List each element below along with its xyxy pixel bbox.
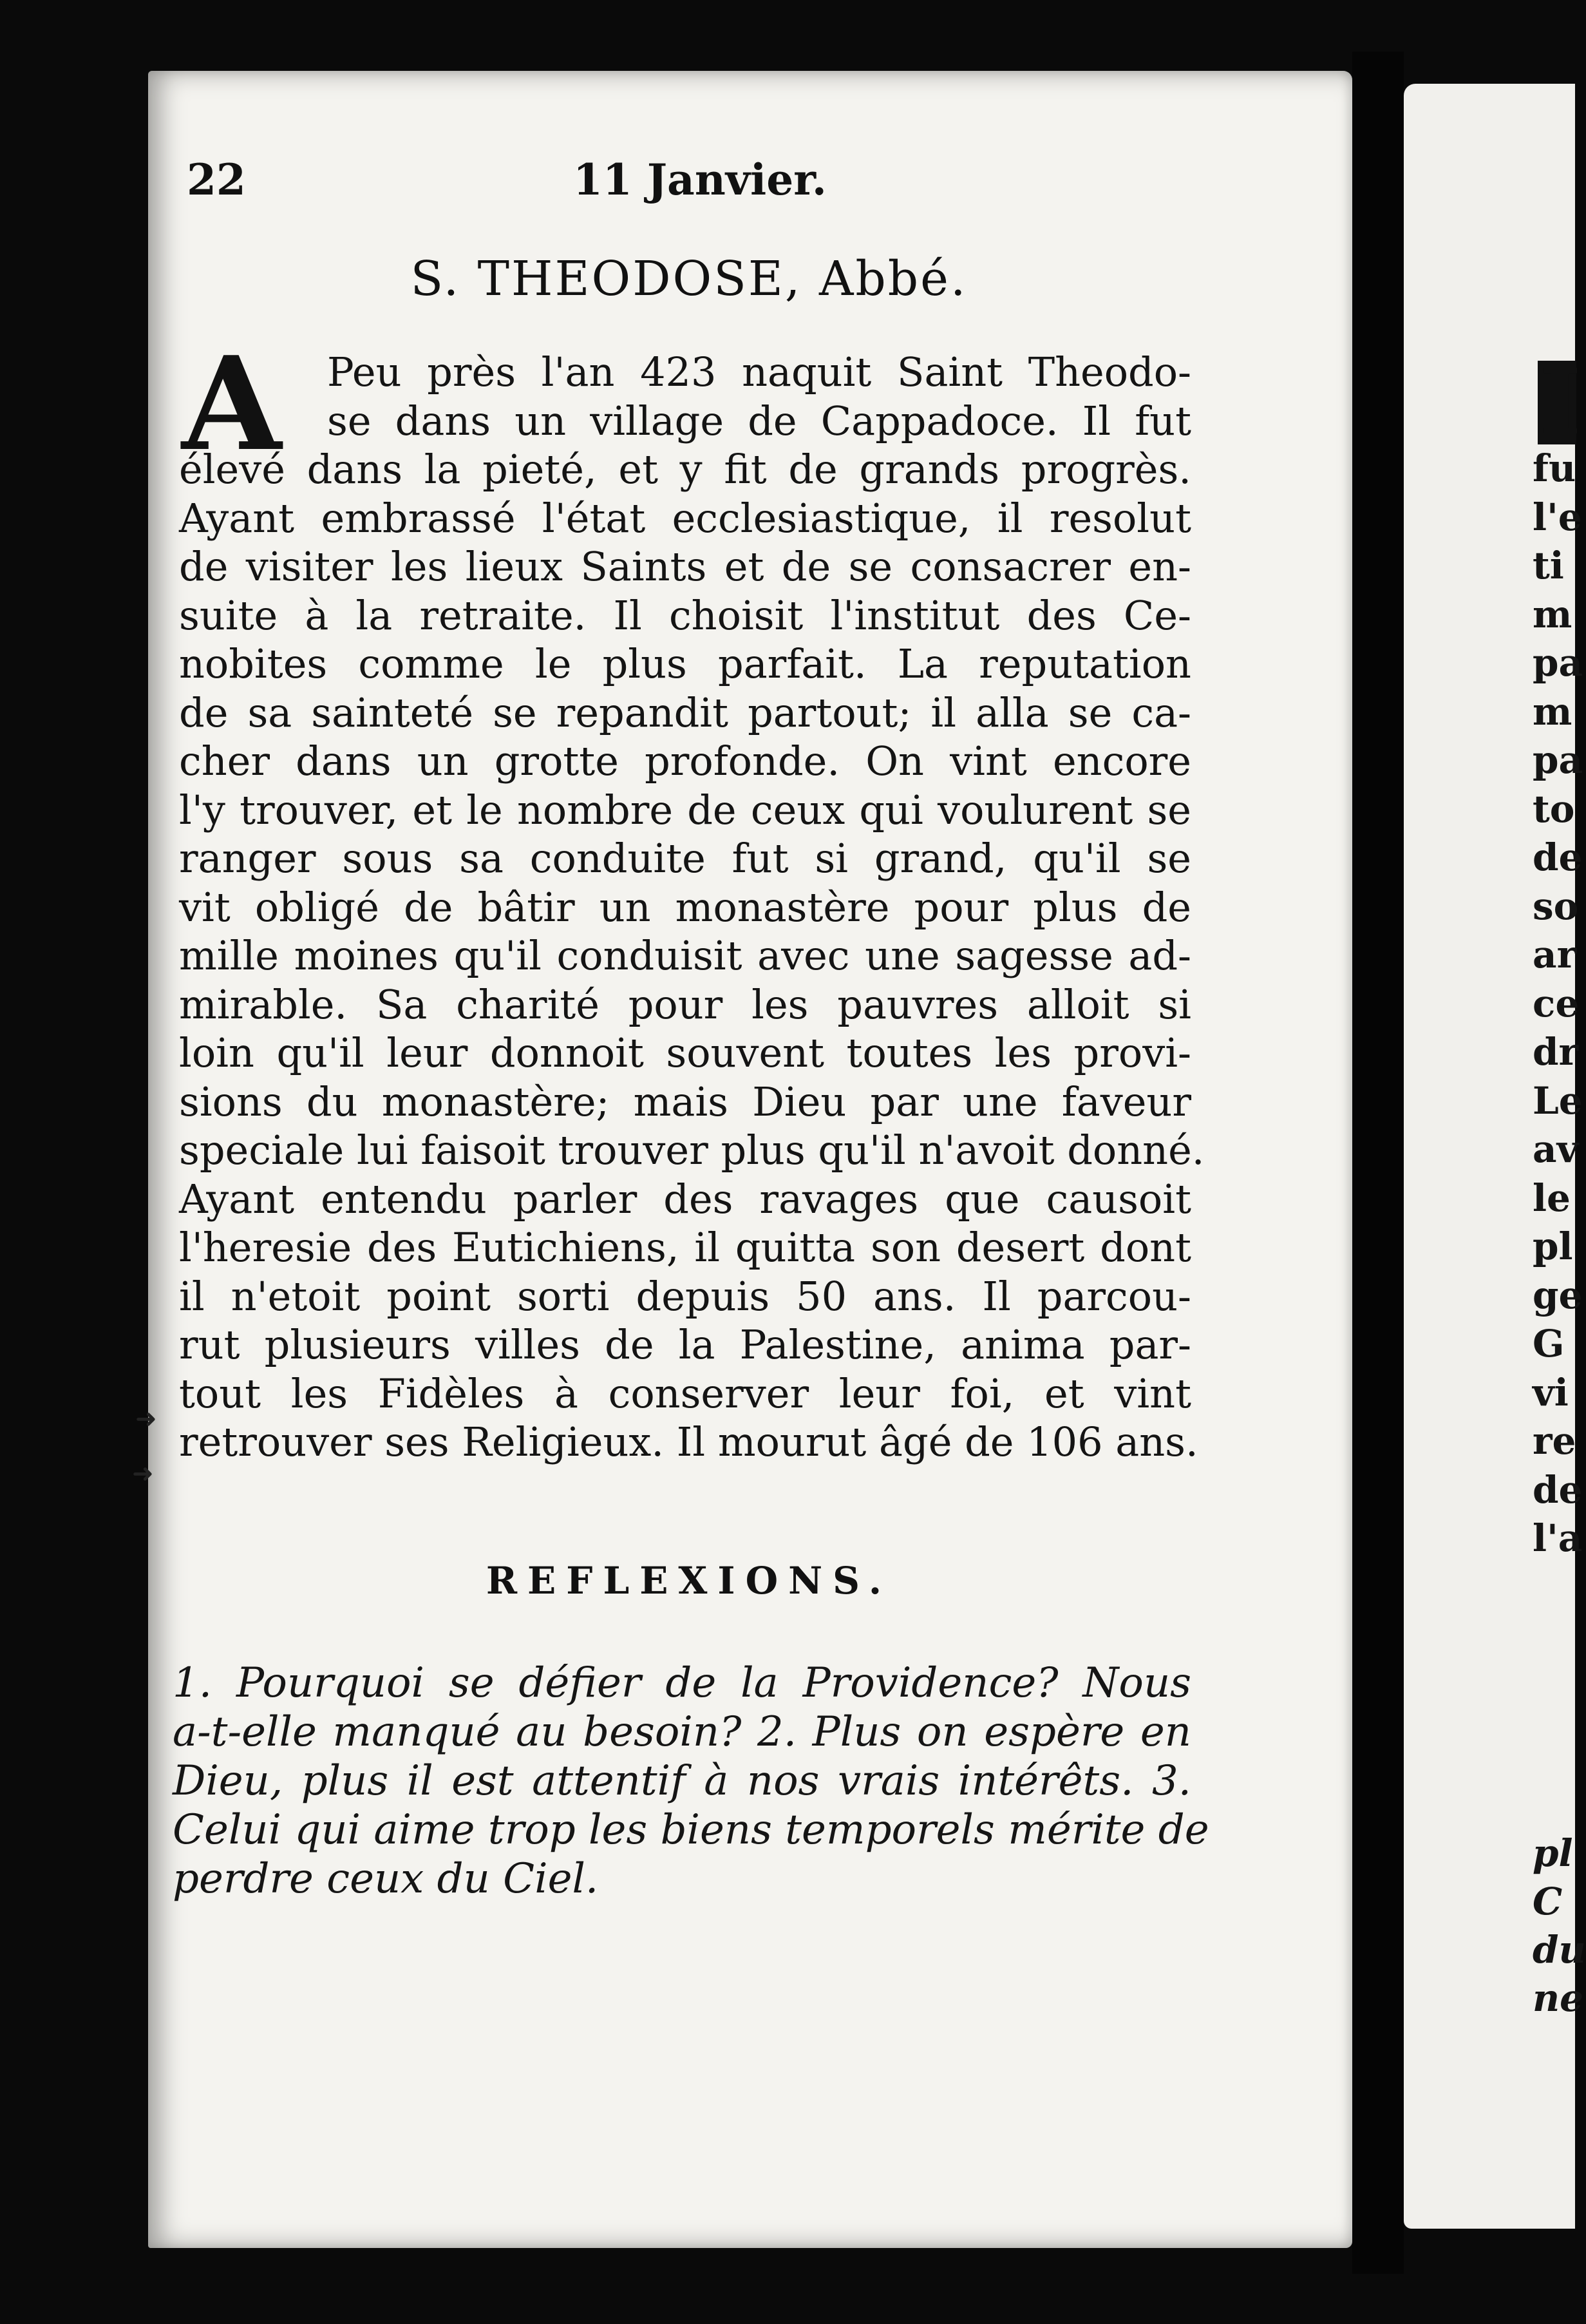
facing-fragment: pl	[1533, 1831, 1573, 1875]
facing-fragment: ar	[1533, 933, 1577, 976]
reflexion-line: Dieu, plus il est attentif à nos vrais intérêts. 3.	[173, 1757, 1191, 1805]
reflexion-line: Celui qui aime trop les biens temporels mérite de	[173, 1806, 1209, 1854]
reflexion-line: 1. Pourquoi se défier de la Providence? Nous	[173, 1659, 1191, 1707]
facing-fragment: ti	[1533, 544, 1564, 587]
body-line: Ayant entendu parler des ravages que causoit	[179, 1175, 1191, 1223]
body-line: de visiter les lieux Saints et de se consacrer en-	[179, 543, 1191, 590]
body-line: il n'etoit point sorti depuis 50 ans. Il parcou-	[179, 1272, 1191, 1320]
facing-fragment: ge	[1533, 1273, 1583, 1317]
body-line: l'y trouver, et le nombre de ceux qui voulurent se	[179, 786, 1191, 833]
body-line: mirable. Sa charité pour les pauvres alloit si	[179, 980, 1191, 1028]
body-line: loin qu'il leur donnoit souvent toutes les provi-	[179, 1029, 1191, 1076]
facing-fragment: vi	[1533, 1370, 1569, 1414]
facing-fragment: G	[1533, 1322, 1565, 1366]
page-number: 22	[187, 155, 246, 205]
facing-fragment: to	[1533, 786, 1575, 831]
drop-cap: A	[182, 329, 282, 480]
body-line: suite à la retraite. Il choisit l'institut des Ce-	[179, 591, 1191, 639]
body-line: vit obligé de bâtir un monastère pour plus de	[179, 883, 1191, 931]
facing-fragment: ce	[1533, 981, 1580, 1025]
body-line: nobites comme le plus parfait. La reputation	[179, 640, 1191, 687]
facing-fragment: m	[1533, 689, 1572, 734]
body-line: speciale lui faisoit trouver plus qu'il n'avoit donné.	[179, 1127, 1205, 1174]
body-line: retrouver ses Religieux. Il mourut âgé de 106 ans.	[179, 1418, 1198, 1465]
facing-fragment: pl	[1533, 1224, 1573, 1268]
margin-pencil-mark: ➜	[132, 1459, 154, 1489]
facing-fragment: fu	[1533, 446, 1576, 490]
body-line: élevé dans la pieté, et y fit de grands progrès.	[179, 446, 1191, 493]
facing-page-drop-cap-letter: I	[1539, 350, 1581, 455]
body-line: sions du monastère; mais Dieu par une faveur	[179, 1078, 1191, 1125]
facing-fragment: de	[1533, 1467, 1583, 1512]
facing-fragment: l'e	[1533, 495, 1582, 539]
body-text	[179, 329, 1205, 1467]
facing-fragment: so	[1533, 884, 1579, 928]
facing-fragment: de	[1533, 835, 1583, 879]
facing-fragment: ne	[1533, 1976, 1584, 2020]
facing-fragment: pa	[1533, 738, 1583, 782]
body-line: tout les Fidèles à conserver leur foi, et vint	[179, 1369, 1191, 1417]
body-line: ranger sous sa conduite fut si grand, qu'il se	[179, 835, 1191, 882]
reflexions-text	[173, 1659, 1209, 1903]
facing-fragment: av	[1533, 1127, 1579, 1171]
body-line: mille moines qu'il conduisit avec une sagesse ad-	[179, 932, 1191, 979]
saint-title: S. THEODOSE, Abbé.	[410, 251, 968, 307]
reflexion-line: perdre ceux du Ciel.	[173, 1855, 599, 1903]
facing-page-text	[1533, 444, 1583, 1563]
body-line: Peu près l'an 423 naquit Saint Theodo-	[327, 348, 1191, 395]
facing-fragment: du	[1533, 1928, 1586, 1972]
facing-fragment: l'a	[1533, 1516, 1583, 1560]
reflexions-heading: REFLEXIONS.	[486, 1559, 892, 1603]
body-line: de sa sainteté se repandit partout; il alla se ca-	[179, 689, 1191, 736]
reflexion-line: a-t-elle manqué au besoin? 2. Plus on espère en	[173, 1708, 1191, 1756]
body-line: se dans un village de Cappadoce. Il fut	[327, 397, 1191, 444]
facing-fragment: pa	[1533, 641, 1583, 685]
body-line: rut plusieurs villes de la Palestine, anima par-	[179, 1321, 1191, 1368]
running-header	[187, 155, 1185, 219]
facing-fragment: m	[1533, 592, 1572, 636]
book-gutter	[1352, 52, 1404, 2274]
facing-fragment: le	[1533, 1176, 1571, 1220]
facing-fragment: C	[1533, 1880, 1563, 1923]
body-line: Ayant embrassé l'état ecclesiastique, il resolut	[179, 494, 1191, 542]
margin-pencil-mark: ➜	[135, 1404, 157, 1434]
facing-fragment: Le	[1533, 1078, 1583, 1123]
body-line: l'heresie des Eutichiens, il quitta son desert dont	[179, 1224, 1191, 1271]
facing-page-text-bottom	[1533, 1829, 1586, 2023]
header-date: 11 Janvier.	[573, 155, 827, 205]
body-line: cher dans un grotte profonde. On vint encore	[179, 738, 1191, 785]
facing-fragment: dr	[1533, 1030, 1579, 1074]
facing-fragment: re	[1533, 1419, 1576, 1463]
